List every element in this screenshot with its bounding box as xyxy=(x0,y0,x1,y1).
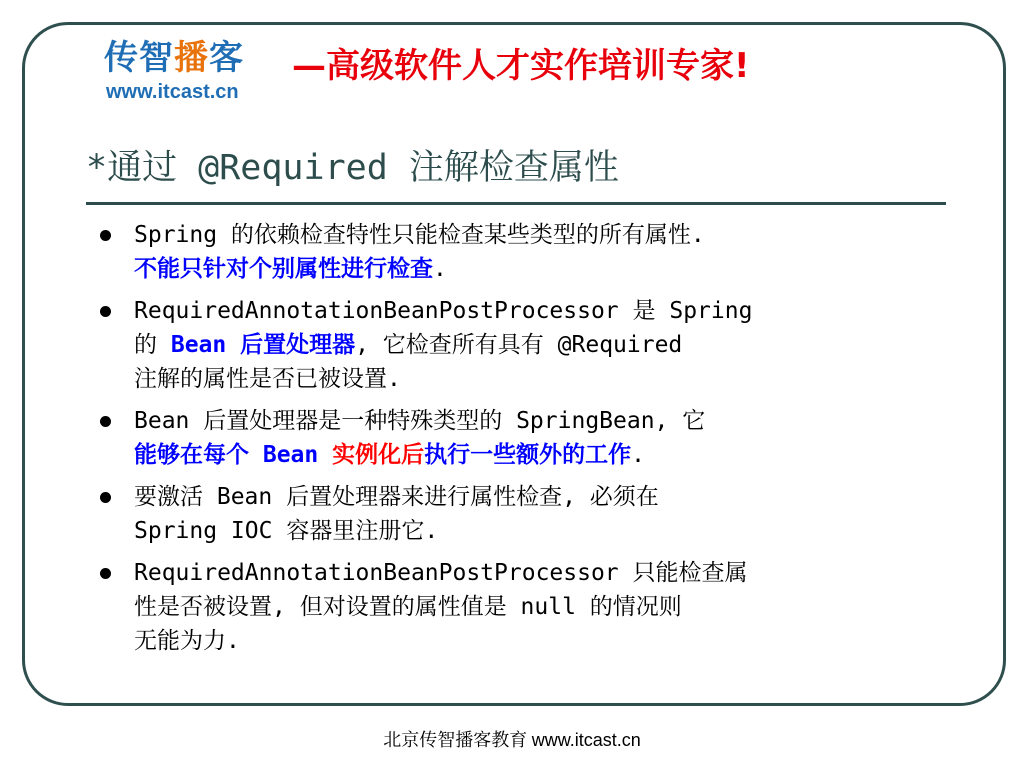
bullet-dot-icon xyxy=(100,492,111,503)
bullet-item: RequiredAnnotationBeanPostProcessor 只能检查属 性是否被设置, 但对设置的属性值是 null 的情况则 无能为力. xyxy=(100,556,930,658)
bullet-dot-icon xyxy=(100,416,111,427)
itcast-logo xyxy=(104,38,279,110)
footer-url: www.itcast.cn xyxy=(531,730,641,750)
bullet-item: Spring 的依赖检查特性只能检查某些类型的所有属性. 不能只针对个别属性进行检查. xyxy=(100,218,930,286)
logo-text: 传智播客 xyxy=(104,38,244,78)
header-slogan: —高级软件人才实作培训专家! xyxy=(292,46,750,86)
slide-title: *通过 @Required 注解检查属性 xyxy=(86,148,619,188)
footer-text: 北京传智播客教育 xyxy=(383,730,528,750)
footer xyxy=(0,726,1024,752)
bullet-item: Bean 后置处理器是一种特殊类型的 SpringBean, 它 能够在每个 Bean 实例化后执行一些额外的工作. xyxy=(100,404,930,472)
bullet-item: RequiredAnnotationBeanPostProcessor 是 Spring 的 Bean 后置处理器, 它检查所有具有 @Required 注解的属性是否已被设置. xyxy=(100,294,930,396)
bullet-dot-icon xyxy=(100,568,111,579)
title-divider xyxy=(86,202,946,205)
bullet-dot-icon xyxy=(100,306,111,317)
bullet-list xyxy=(100,218,930,666)
bullet-dot-icon xyxy=(100,230,111,241)
logo-url: www.itcast.cn xyxy=(106,81,239,103)
bullet-item: 要激活 Bean 后置处理器来进行属性检查, 必须在 Spring IOC 容器里注册它. xyxy=(100,480,930,548)
